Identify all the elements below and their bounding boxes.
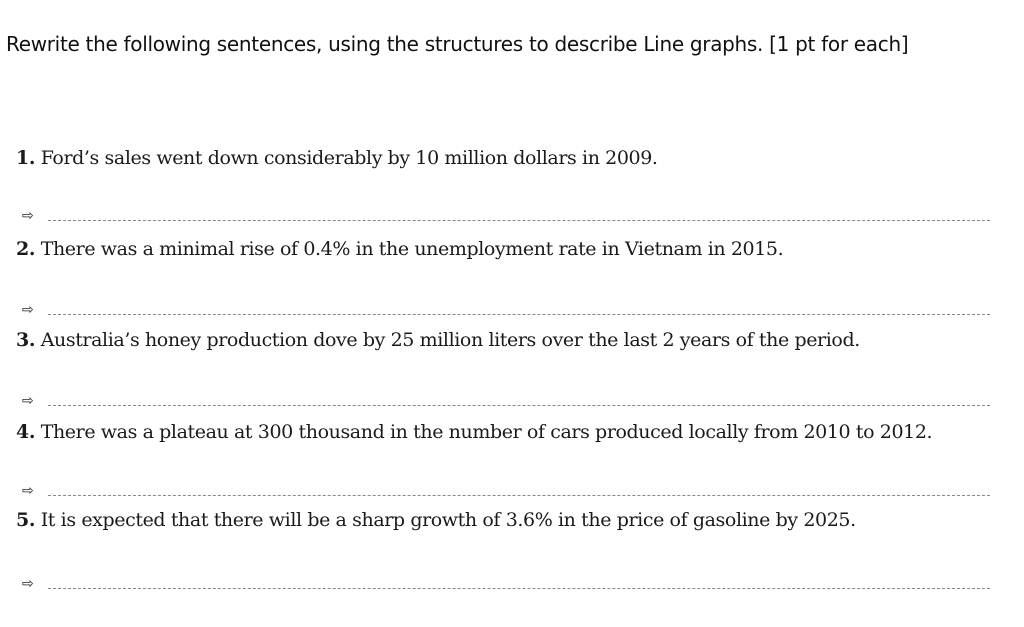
question-text: There was a plateau at 300 thousand in the number of cars produced locally from 2010 to 2012.	[40, 421, 933, 443]
right-arrow-icon: ⇨	[22, 208, 34, 224]
right-arrow-icon: ⇨	[22, 393, 34, 409]
answer-row-4[interactable]	[18, 483, 990, 503]
question-4	[16, 421, 932, 443]
answer-row-2[interactable]	[18, 302, 990, 322]
question-5	[16, 509, 856, 531]
right-arrow-icon: ⇨	[22, 576, 34, 592]
question-text: Australia’s honey production dove by 25 million liters over the last 2 years of the period.	[40, 329, 860, 351]
question-number: 2.	[16, 238, 36, 260]
right-arrow-icon: ⇨	[22, 483, 34, 499]
question-text: Ford’s sales went down considerably by 10 million dollars in 2009.	[40, 147, 658, 169]
question-1	[16, 147, 658, 169]
question-number: 5.	[16, 509, 36, 531]
question-number: 3.	[16, 329, 36, 351]
question-number: 1.	[16, 147, 36, 169]
answer-line[interactable]	[48, 220, 990, 221]
answer-row-1[interactable]	[18, 208, 990, 228]
answer-line[interactable]	[48, 588, 990, 589]
question-3	[16, 329, 860, 351]
answer-row-3[interactable]	[18, 393, 990, 413]
answer-line[interactable]	[48, 405, 990, 406]
right-arrow-icon: ⇨	[22, 302, 34, 318]
question-number: 4.	[16, 421, 36, 443]
question-2	[16, 238, 783, 260]
answer-line[interactable]	[48, 314, 990, 315]
answer-line[interactable]	[48, 495, 990, 496]
answer-row-5[interactable]	[18, 576, 990, 596]
instruction-heading: Rewrite the following sentences, using the structures to describe Line graphs. [1 pt for each]	[6, 32, 909, 56]
question-text: There was a minimal rise of 0.4% in the unemployment rate in Vietnam in 2015.	[40, 238, 784, 260]
question-text: It is expected that there will be a sharp growth of 3.6% in the price of gasoline by 2025.	[40, 509, 856, 531]
